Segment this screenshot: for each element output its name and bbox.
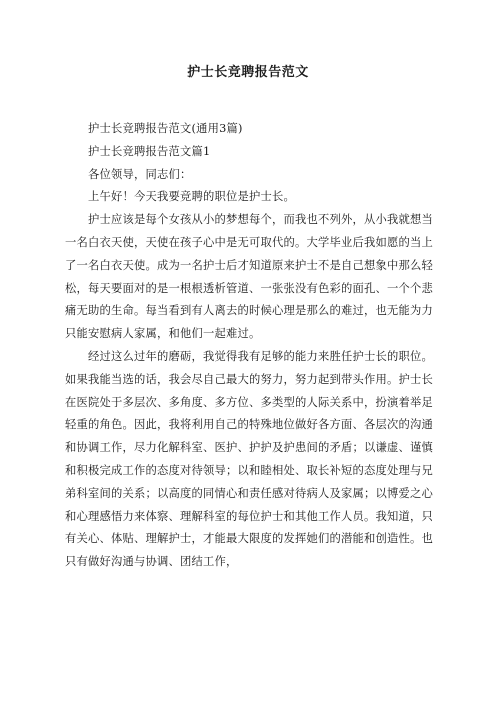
body-paragraph: 经过这么过年的磨砺，我觉得我有足够的能力来胜任护士长的职位。如果我能当选的话，我会尽自己最大的努力，努力起到带头作用。护士长在医院处于多层次、多角度、多方位、多类型的人际关系中，扮演着举足轻重的角色。因此，我将利用自己的特殊地位做好各方面、各层次的沟通和协调工作，尽力化解科室、医护、护护及护患间的矛盾；以谦虚、谨慎和积极完成工作的态度对待领导；以和睦相处、取长补短的态度处理与兄弟科室间的关系；以高度的同情心和责任感对待病人及家属；以博爱之心和心理感悟力来体察、理解科室的每位护士和其他工作人员。我知道，只有关心、体贴、理解护士，才能最大限度的发挥她们的潜能和创造性。也只有做好沟通与协调、团结工作， <box>65 349 433 569</box>
salutation-paragraph: 各位领导，同志们： <box>88 167 192 181</box>
body-paragraph: 护士应该是每个女孩从小的梦想每个，而我也不列外，从小我就想当一名白衣天使，天使在孩子心中是无可取代的。大学毕业后我如愿的当上了一名白衣天使。成为一名护士后才知道原来护士不是自己想象中那么轻松，每天要面对的是一根根透析管道、一张张没有色彩的面孔、一个个悲痛无助的生命。每当看到有人离去的时候心理是那么的难过，也无能为力只能安慰病人家属，和他们一起难过。 <box>65 213 433 341</box>
subtitle-paragraph: 护士长竞聘报告范文(通用3篇) <box>88 122 243 135</box>
greeting-paragraph: 上午好！今天我要竞聘的职位是护士长。 <box>88 190 295 204</box>
document-body <box>65 118 433 574</box>
document-title: 护士长竞聘报告范文 <box>187 65 309 80</box>
section-heading-paragraph: 护士长竞聘报告范文篇1 <box>88 144 211 158</box>
